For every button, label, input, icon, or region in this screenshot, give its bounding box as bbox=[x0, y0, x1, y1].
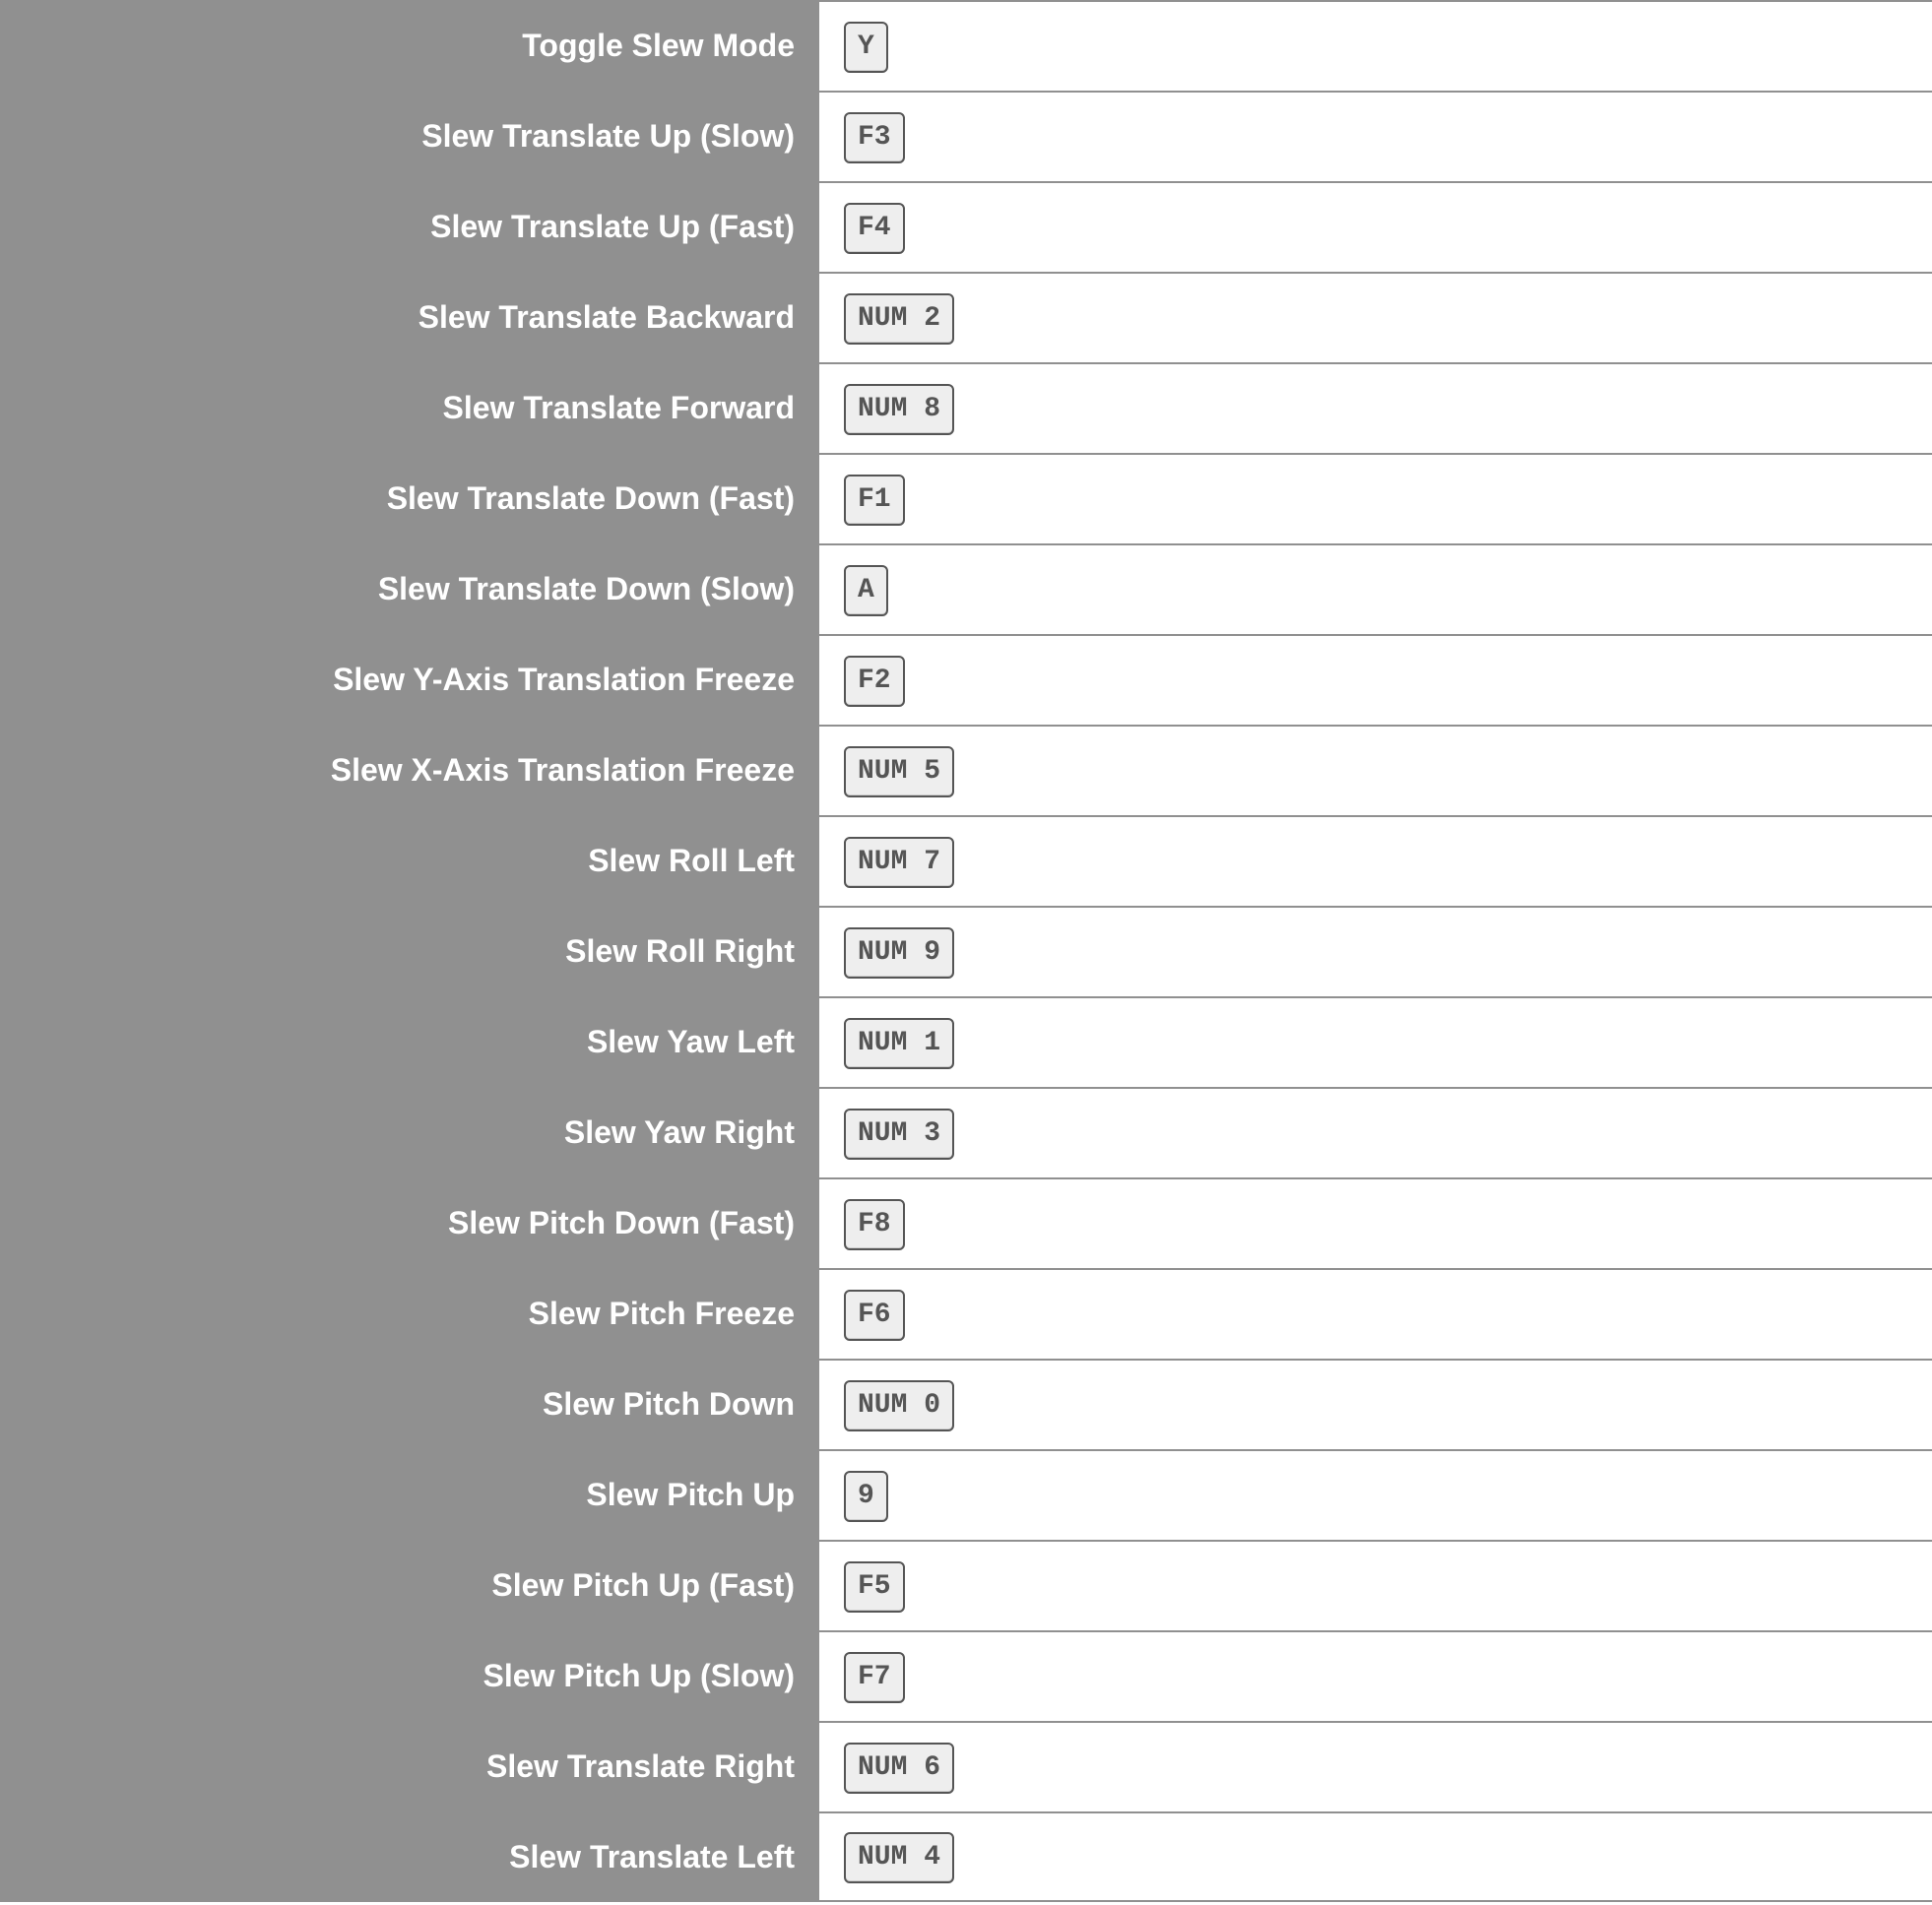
key-cell bbox=[819, 362, 1932, 453]
binding-row bbox=[0, 725, 1932, 815]
key-badge: F5 bbox=[844, 1561, 905, 1613]
key-badge: NUM 1 bbox=[844, 1018, 954, 1069]
key-badge: F3 bbox=[844, 112, 905, 163]
binding-row bbox=[0, 272, 1932, 362]
key-cell bbox=[819, 1268, 1932, 1359]
key-cell bbox=[819, 1177, 1932, 1268]
action-label: Slew Y-Axis Translation Freeze bbox=[0, 634, 819, 725]
key-badge: Y bbox=[844, 22, 888, 73]
binding-row bbox=[0, 1540, 1932, 1630]
binding-row bbox=[0, 815, 1932, 906]
key-badge: NUM 0 bbox=[844, 1380, 954, 1431]
key-badge: NUM 7 bbox=[844, 837, 954, 888]
binding-row bbox=[0, 906, 1932, 996]
key-cell bbox=[819, 453, 1932, 543]
binding-row bbox=[0, 1087, 1932, 1177]
action-label: Slew Pitch Freeze bbox=[0, 1268, 819, 1359]
binding-row bbox=[0, 1268, 1932, 1359]
binding-row bbox=[0, 1630, 1932, 1721]
action-label: Slew Pitch Down (Fast) bbox=[0, 1177, 819, 1268]
action-label: Slew Translate Right bbox=[0, 1721, 819, 1811]
key-cell bbox=[819, 1630, 1932, 1721]
action-label: Slew Pitch Down bbox=[0, 1359, 819, 1449]
key-cell bbox=[819, 725, 1932, 815]
binding-row bbox=[0, 1721, 1932, 1811]
key-badge: NUM 5 bbox=[844, 746, 954, 797]
action-label: Slew Translate Backward bbox=[0, 272, 819, 362]
action-label: Slew Translate Left bbox=[0, 1811, 819, 1902]
binding-row bbox=[0, 1449, 1932, 1540]
key-badge: NUM 4 bbox=[844, 1832, 954, 1883]
binding-row bbox=[0, 1811, 1932, 1902]
binding-row bbox=[0, 91, 1932, 181]
key-badge: F1 bbox=[844, 475, 905, 526]
key-badge: NUM 9 bbox=[844, 927, 954, 979]
action-label: Slew Yaw Left bbox=[0, 996, 819, 1087]
binding-row bbox=[0, 543, 1932, 634]
action-label: Slew X-Axis Translation Freeze bbox=[0, 725, 819, 815]
key-cell bbox=[819, 1540, 1932, 1630]
key-badge: F4 bbox=[844, 203, 905, 254]
binding-row bbox=[0, 1359, 1932, 1449]
key-cell bbox=[819, 91, 1932, 181]
key-cell bbox=[819, 272, 1932, 362]
action-label: Slew Translate Up (Slow) bbox=[0, 91, 819, 181]
binding-row bbox=[0, 0, 1932, 91]
key-cell bbox=[819, 1721, 1932, 1811]
action-label: Slew Pitch Up (Slow) bbox=[0, 1630, 819, 1721]
key-badge: A bbox=[844, 565, 888, 616]
binding-row bbox=[0, 1177, 1932, 1268]
key-badge: F2 bbox=[844, 656, 905, 707]
action-label: Slew Translate Down (Fast) bbox=[0, 453, 819, 543]
key-cell bbox=[819, 1359, 1932, 1449]
key-cell bbox=[819, 996, 1932, 1087]
key-badge: NUM 8 bbox=[844, 384, 954, 435]
action-label: Slew Translate Down (Slow) bbox=[0, 543, 819, 634]
binding-row bbox=[0, 181, 1932, 272]
action-label: Slew Roll Right bbox=[0, 906, 819, 996]
key-badge: F8 bbox=[844, 1199, 905, 1250]
key-cell bbox=[819, 0, 1932, 91]
key-cell bbox=[819, 634, 1932, 725]
binding-row bbox=[0, 362, 1932, 453]
key-cell bbox=[819, 906, 1932, 996]
binding-row bbox=[0, 634, 1932, 725]
key-badge: NUM 6 bbox=[844, 1743, 954, 1794]
key-badge: F7 bbox=[844, 1652, 905, 1703]
action-label: Toggle Slew Mode bbox=[0, 0, 819, 91]
key-cell bbox=[819, 1811, 1932, 1902]
key-cell bbox=[819, 543, 1932, 634]
action-label: Slew Roll Left bbox=[0, 815, 819, 906]
action-label: Slew Pitch Up bbox=[0, 1449, 819, 1540]
key-cell bbox=[819, 181, 1932, 272]
action-label: Slew Translate Up (Fast) bbox=[0, 181, 819, 272]
key-cell bbox=[819, 1087, 1932, 1177]
binding-row bbox=[0, 996, 1932, 1087]
key-badge: F6 bbox=[844, 1290, 905, 1341]
key-badge: 9 bbox=[844, 1471, 888, 1522]
key-badge: NUM 2 bbox=[844, 293, 954, 345]
action-label: Slew Pitch Up (Fast) bbox=[0, 1540, 819, 1630]
action-label: Slew Translate Forward bbox=[0, 362, 819, 453]
key-cell bbox=[819, 815, 1932, 906]
action-label: Slew Yaw Right bbox=[0, 1087, 819, 1177]
binding-row bbox=[0, 453, 1932, 543]
key-badge: NUM 3 bbox=[844, 1109, 954, 1160]
key-cell bbox=[819, 1449, 1932, 1540]
